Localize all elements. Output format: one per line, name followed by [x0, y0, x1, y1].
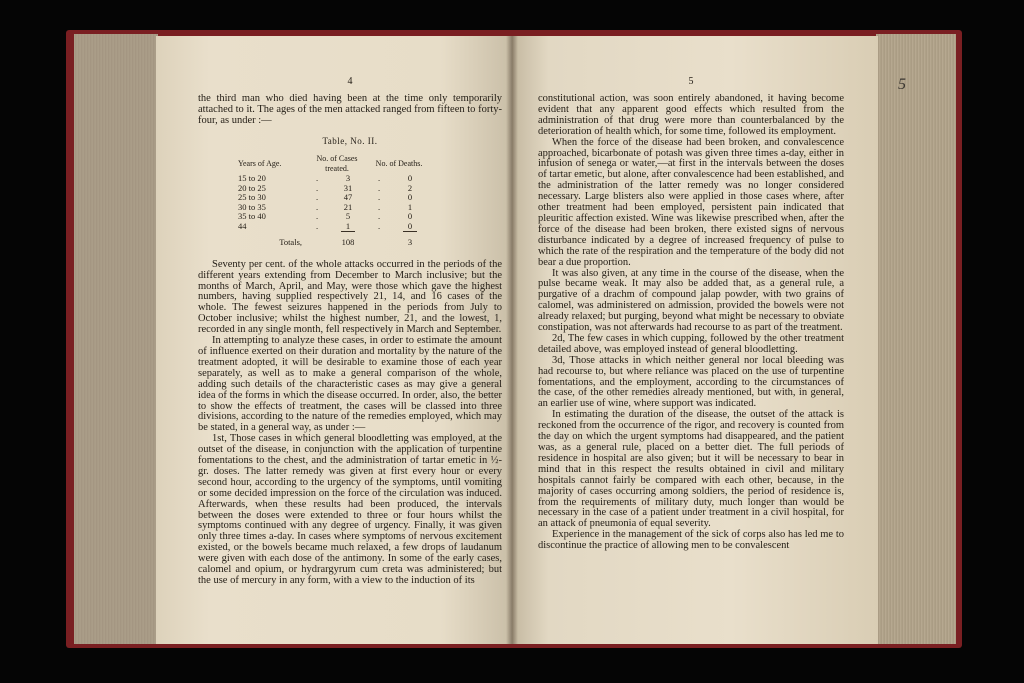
cell-deaths: 0 — [407, 192, 413, 203]
cell-age: 35 to 40 — [238, 211, 266, 222]
paragraph: Experience in the management of the sick of corps also has led me to discontinue the practice of allowing men to be convalescent — [538, 529, 844, 552]
cell-cases: 31 — [343, 182, 353, 193]
cell-cases: 3 — [345, 173, 351, 184]
table-row — [238, 222, 430, 232]
book-gutter — [506, 36, 518, 644]
table-header-row — [238, 154, 430, 174]
page-number: 5 — [688, 76, 694, 87]
leader-dot: . — [377, 182, 381, 193]
paragraph: When the force of the disease had been broken, and convalescence approached, bicarbonate of potash was given three times a-day, either in infusion of senega or water,—at first in the intervals between the doses of tartar emetic, but alone, after convalescence had been established, and the administration of the latter remedy was no longer considered necessary. Large blisters also were applied in those cases where, after other treatment had been employed, persistent pain indicated that pleuritic affection existed. Wine was likewise prescribed when, after the force of the disease had been broken, there existed signs of nervous disturbance indicated by a degree of increased frequency of pulse to which the rate of the respiration and the temperature of the body did not bear a due proportion. — [538, 136, 844, 268]
leader-dot: . — [315, 220, 319, 231]
leader-dot: . — [377, 220, 381, 231]
paragraph: It was also given, at any time in the course of the disease, when the pulse became weak. It may also be added that, as a general rule, a purgative of a drachm of compound jalap powder, with two grains of calomel, was administered on admission, provided the bowels were not already relaxed; but purging, beyond what might be necessary to obviate constipation, was not afterwards had recourse to as part of the treatment. — [538, 267, 844, 334]
cell-age: 44 — [238, 220, 247, 231]
left-page-text — [198, 94, 502, 587]
leader-dot: . — [315, 211, 319, 222]
table-caption: Table, No. II. — [322, 135, 378, 146]
paragraph: constitutional action, was soon entirely abandoned, it having become evident that any apparent good effects which resulted from the administration of that drug were more than counterbalanced by the deterioration of health which, for some time, followed its employment. — [538, 93, 844, 137]
totals-cases: 108 — [341, 237, 355, 248]
table-row — [238, 174, 430, 184]
table-row — [238, 193, 430, 203]
leader-dot: . — [377, 192, 381, 203]
leader-dot: . — [315, 201, 319, 212]
leader-dot: . — [377, 211, 381, 222]
totals-label: Totals, — [279, 237, 302, 248]
leader-dot: . — [315, 192, 319, 203]
paragraph: In estimating the duration of the disease, the outset of the attack is reckoned from the occurrence of the rigor, and recovery is counted from the day on which the urgent symptoms had disappeared, and the patient was, as a general rule, placed on a better diet. The full periods of residence in hospital are also given; but it will be necessary to bear in mind that in this respect the results obtained in civil and military hospitals cannot fairly be compared with each other, because, in the majority of cases occurring among soldiers, the period of residence is, from the requirements of military duty, much longer than would be necessary in the case of a patient under treatment in a civil hospital, for an attack of pneumonia of equal severity. — [538, 409, 844, 530]
header-years-of-age: Years of Age. — [238, 158, 282, 168]
leader-dot: . — [377, 173, 381, 184]
cell-cases: 47 — [343, 192, 353, 203]
header-deaths: No. of Deaths. — [375, 158, 423, 168]
paragraph: In attempting to analyze these cases, in order to estimate the amount of influence exerted on their duration and mortality by the nature of the treatment adopted, it will be desirable to examine those of each year separately, as well as to make a general comparison of the whole, adding such details of the characteristic cases as may give a general idea of the forms in which the disease occurred. In order, also, the better to show the effects of treatment, the cases will be classed into three divisions, according to the nature of the remedies employed, which may be stated, in a general way, as under :— — [198, 335, 502, 434]
table-row — [238, 184, 430, 194]
cell-deaths: 0 — [407, 211, 413, 222]
cases-table — [238, 154, 430, 248]
cell-deaths: 0 — [407, 173, 413, 184]
right-page — [512, 36, 878, 644]
paragraph: 3d, Those attacks in which neither general nor local bleeding was had recourse to, but where reliance was placed on the use of turpentine fomentations, and the employment, according to the circumstances of the case, of the other remedies already mentioned, but with, in general, an earlier use of wine, where support was indicated. — [538, 354, 844, 410]
table-body — [238, 174, 430, 248]
left-page — [156, 36, 512, 644]
page-edges-left — [74, 34, 158, 644]
paragraph: 1st, Those cases in which general bloodletting was employed, at the outset of the disease, in conjunction with the application of turpentine fomentations to the chest, and the administration of tartar emetic in ½-gr. doses. The latter remedy was given at first every hour or every second hour, according to the urgency of the symptoms, until vomiting or some decided impression on the force of the circulation was induced. Afterwards, when these results had been produced, the intervals between the doses were extended to three or four hours whilst the symptoms continued with any degree of urgency. Finally, it was given only three times a-day. In cases where symptoms of nervous excitement existed, or the bowels became much relaxed, a few drops of laudanum were given with each dose of the antimony. In some of the early cases, calomel and opium, or hydrargyrum cum creta was administered; but the use of mercury in any form, with a view to the induction of its — [198, 433, 502, 586]
cell-age: 20 to 25 — [238, 182, 266, 193]
totals-deaths: 3 — [407, 237, 413, 248]
cell-age: 30 to 35 — [238, 201, 266, 212]
cell-cases: 21 — [343, 201, 353, 212]
cell-age: 25 to 30 — [238, 192, 266, 203]
cell-cases: 5 — [345, 211, 351, 222]
paragraph: Seventy per cent. of the whole attacks occurred in the periods of the different years extending from December to March inclusive; but the months of March, April, and May, were those which gave the highest numbers, having supplied respectively 21, 14, and 16 cases of the whole. The fewest seizures happened in the periods from July to October inclusive; whilst the highest number, 21, and the lowest, 1, recorded in any single month, fell respectively in March and September. — [198, 258, 502, 336]
leader-dot: . — [315, 182, 319, 193]
cell-deaths: 1 — [407, 201, 413, 212]
cell-deaths: 2 — [407, 182, 413, 193]
pencil-annotation: 5 — [898, 76, 906, 93]
totals-row — [238, 232, 430, 248]
table-row — [238, 212, 430, 222]
leader-dot: . — [377, 201, 381, 212]
cell-deaths: 0 — [407, 220, 413, 231]
header-cases: No. of Cases treated. — [316, 154, 358, 173]
cell-cases: 1 — [345, 220, 351, 231]
age-table — [198, 137, 502, 248]
paragraph: the third man who died having been at the time only temporarily attached to it. The ages of the men attacked ranged from fifteen to forty-four, as under :— — [198, 93, 502, 126]
cell-age: 15 to 20 — [238, 173, 266, 184]
page-number: 4 — [347, 76, 353, 87]
right-page-text — [538, 94, 844, 552]
table-row — [238, 203, 430, 213]
page-edges-right — [876, 34, 956, 644]
leader-dot: . — [315, 173, 319, 184]
paragraph: 2d, The few cases in which cupping, followed by the other treatment detailed above, was employed instead of general bloodletting. — [538, 332, 844, 355]
